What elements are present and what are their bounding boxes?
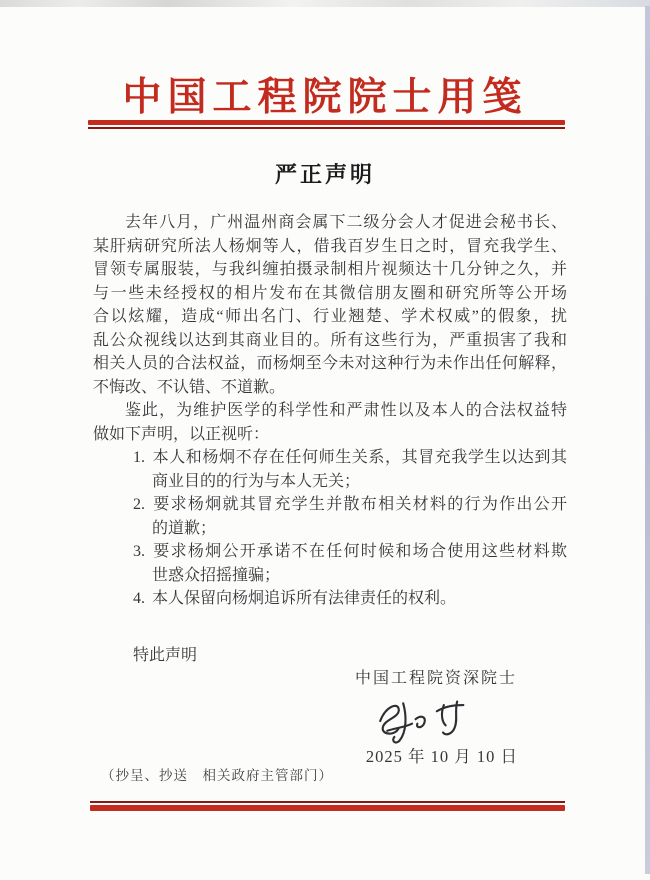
- para1-line: 乱公众视线以达到其商业目的。所有这些行为，严重损害了我和: [93, 331, 567, 349]
- letterhead-divider: [88, 120, 565, 129]
- list-item-text: 要求杨炯公开承诺不在任何时候和场合使用这些材料欺: [152, 543, 567, 560]
- list-item-text: 本人保留向杨炯追诉所有法律责任的权利。: [152, 590, 457, 607]
- para1-line: 不悔改、不认错、不道歉。: [93, 378, 286, 396]
- page-right-edge-shadow: [645, 6, 650, 874]
- closing-phrase: 特此声明: [133, 646, 198, 664]
- list-item-line: [93, 446, 567, 470]
- list-item-number: 4.: [133, 590, 145, 607]
- list-item-line: 世惑众招摇撞骗；: [152, 566, 281, 584]
- list-item-line: [93, 540, 567, 564]
- statement-heading: 严正声明: [274, 162, 375, 187]
- letterhead-divider-thin-line: [88, 127, 565, 129]
- letterhead-divider-thick-line: [88, 120, 565, 125]
- list-item-text: 本人和杨炯不存在任何师生关系，其冒充我学生以达到其: [152, 449, 567, 466]
- para1-line: 某肝病研究所法人杨炯等人，借我百岁生日之时，冒充我学生、: [93, 237, 567, 255]
- list-item-line: 商业目的的行为与本人无关；: [152, 472, 361, 490]
- footer-divider-thick-line: [90, 805, 565, 811]
- handwritten-signature: [361, 698, 479, 744]
- para1-line: 相关人员的合法权益，而杨炯至今未对这种行为未作出任何解释，: [93, 355, 567, 372]
- list-item-line: 的道歉；: [152, 519, 217, 537]
- para2-line: 鉴此，为维护医学的科学性和严肃性以及本人的合法权益特: [125, 402, 567, 419]
- photo-top-artifact: [0, 0, 650, 7]
- footer-divider-thin-line: [90, 801, 565, 803]
- list-item-number: 1.: [133, 449, 145, 466]
- para2-line: 做如下声明，以正视听：: [93, 425, 270, 443]
- footer-divider: [90, 801, 565, 811]
- signature-row: [93, 698, 567, 744]
- statement-body: [93, 211, 567, 768]
- list-item-line: [93, 587, 567, 611]
- list-item-line: [93, 493, 567, 517]
- list-item-number: 3.: [133, 543, 145, 560]
- para1-line: 与一些未经授权的相片发布在其微信朋友圈和研究所等公开场: [93, 284, 567, 302]
- list-item-text: 要求杨炯就其冒充学生并散布相关材料的行为作出公开: [152, 496, 567, 513]
- statement-date: 2025 年 10 月 10 日: [365, 746, 518, 766]
- signer-title: 中国工程院资深院士: [354, 670, 517, 687]
- list-item-number: 2.: [133, 496, 145, 513]
- letterhead-title: 中国工程院院士用笺: [122, 76, 528, 119]
- cc-note: （抄呈、抄送 相关政府主管部门）: [101, 768, 333, 783]
- para1-line: 去年八月，广州温州商会属下二级分会人才促进会秘书长、: [125, 214, 567, 231]
- para1-line: 合以炫耀，造成“师出名门、行业翘楚、学术权威”的假象，扰: [93, 308, 567, 325]
- para1-line: 冒领专属服装，与我纠缠拍摄录制相片视频达十几分钟之久，并: [93, 261, 567, 278]
